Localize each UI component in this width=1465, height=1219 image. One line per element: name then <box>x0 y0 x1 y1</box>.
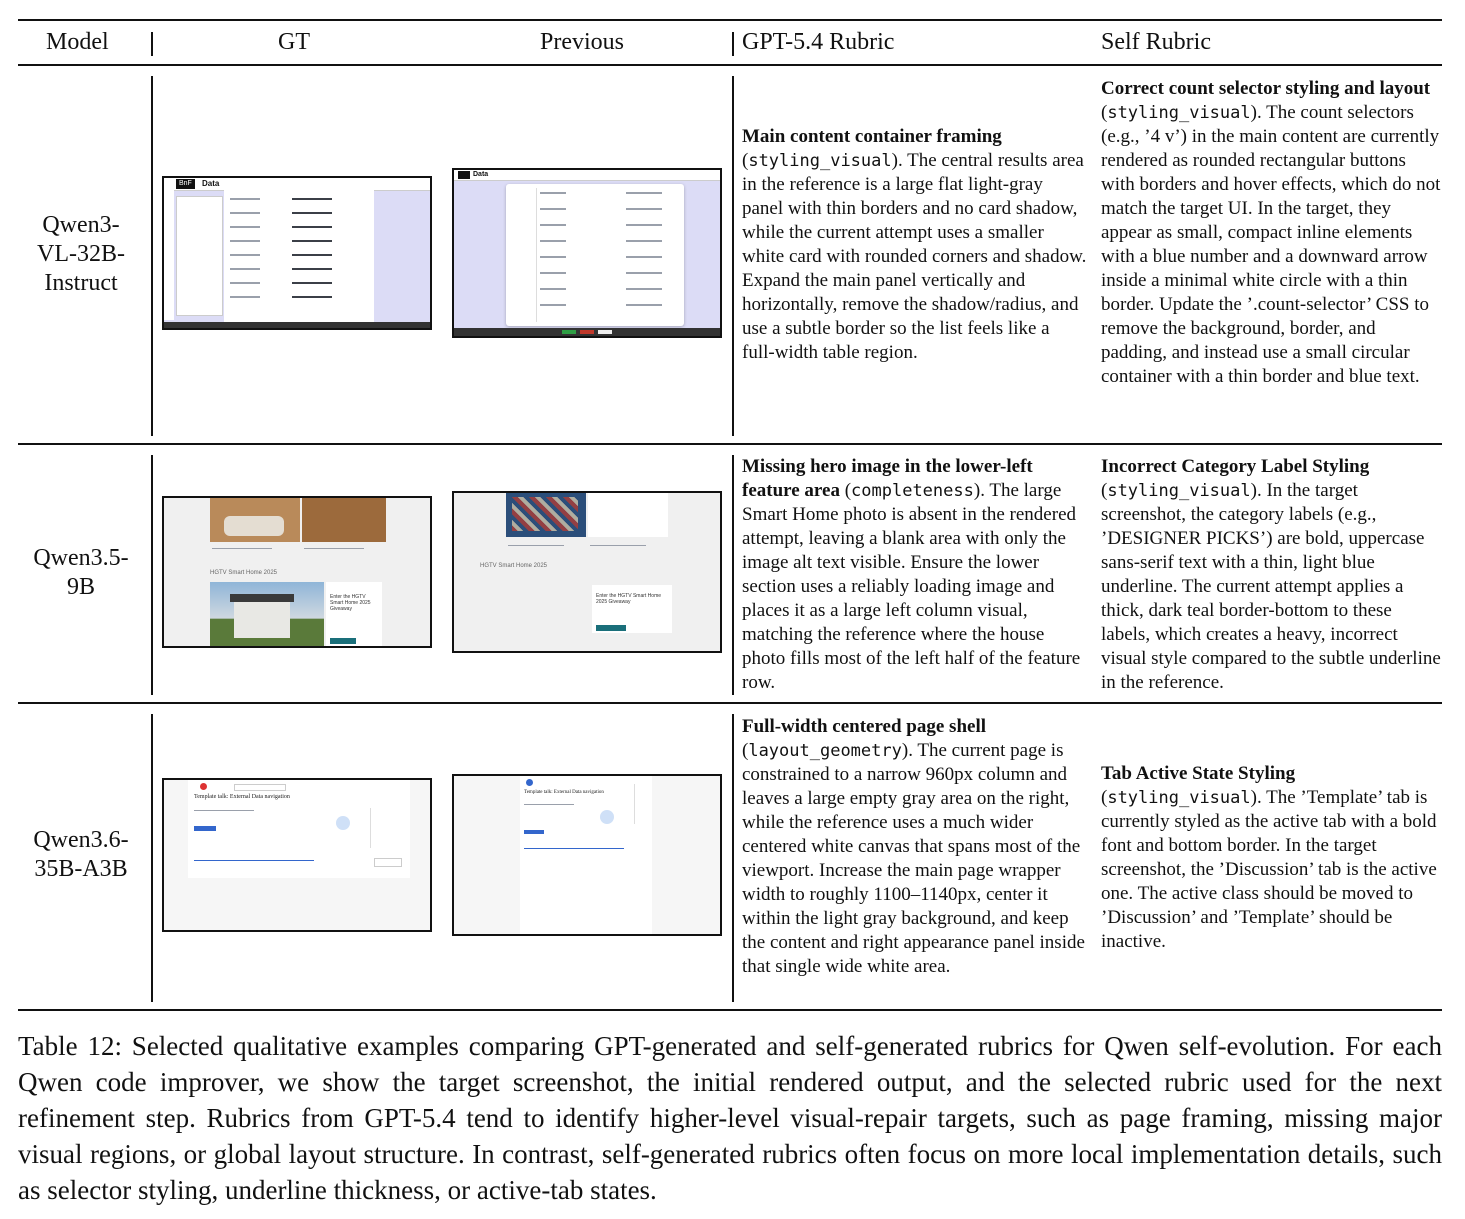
table-top-rule <box>18 19 1442 21</box>
section-heading: HGTV Smart Home 2025 <box>210 570 278 576</box>
section-heading: HGTV Smart Home 2025 <box>480 563 548 569</box>
site-title: Data <box>473 171 489 178</box>
header-previous: Previous <box>540 29 624 55</box>
model-name <box>18 544 144 602</box>
rubric-title: Correct count selector styling and layout <box>1101 78 1431 99</box>
model-name <box>18 211 144 298</box>
rubric-body: . The current page is constrained to a narrow 960px column and leaves a large empty gray area on the right, while the reference uses a much wider centered white canvas that spans most of the viewport. Increase the main page wrapper width to roughly 1100–1140px, center it within the light gray background, and keep the content and right appearance panel inside that single wide white area. <box>742 740 1085 977</box>
model-name-line: Qwen3- <box>42 212 120 238</box>
table-caption: Table 12: Selected qualitative examples comparing GPT-generated and self-generated rubrics for Qwen self-evolution. For each Qwen code improver, we show the target screenshot, the initial rendered output, and the selected rubric used for the next refinement step. Rubrics from GPT-5.4 tend to identify higher-level visual-repair targets, such as page framing, missing major visual regions, or global layout structure. In contrast, self-generated rubrics often focus on more local implementation details, such as selector styling, underline thickness, or active-tab states. <box>18 1031 1442 1205</box>
row-separator <box>18 702 1442 704</box>
model-name-line: VL-32B- <box>37 241 125 267</box>
site-title: Data <box>202 179 220 188</box>
model-name <box>18 826 144 884</box>
gpt-rubric-text: Main content container framing (styling_visual). The central results area in the reference is a large flat light-gray panel with thin borders and no card shadow, while the current attempt uses a smaller white card with rounded corners and shadow. Expand the main panel vertically and horizontally, remove the shadow/radius, and use a subtle border so the list feels like a full-width table region. <box>742 126 1087 363</box>
rubric-tag: completeness <box>851 481 974 501</box>
rubric-tag: styling_visual <box>1107 103 1251 123</box>
gt-screenshot <box>162 778 432 932</box>
header-gpt-rubric: GPT-5.4 Rubric <box>742 29 895 55</box>
table-bottom-rule <box>18 1009 1442 1011</box>
promo-title: Enter the HGTV Smart Home 2025 Giveaway <box>330 594 371 612</box>
column-separator <box>151 455 153 695</box>
row-separator <box>18 443 1442 445</box>
column-separator <box>151 32 153 56</box>
rubric-tag: layout_geometry <box>748 741 902 761</box>
table-header-rule <box>18 64 1442 66</box>
rubric-title: Incorrect Category Label Styling <box>1101 456 1370 477</box>
gpt-rubric-text: Missing hero image in the lower-left feature area (completeness). The large Smart Home photo is absent in the rendered attempt, leaving a blank area with only the image alt text visible. Ensure the lower section uses a reliably loading image and places it as a large left column visual, matching the reference where the house photo fills most of the left half of the feature row. <box>742 456 1081 693</box>
model-name-line: Qwen3.6- <box>33 827 129 853</box>
rubric-body: . The central results area in the reference is a large flat light-gray panel with thin borders and no card shadow, while the current attempt uses a smaller white card with rounded corners and shadow. Expand the main panel vertically and horizontally, remove the shadow/radius, and use a subtle border so the list feels like a full-width table region. <box>742 150 1087 363</box>
gpt-rubric-text: Full-width centered page shell (layout_geometry). The current page is constrained to a narrow 960px column and leaves a large empty gray area on the right, while the reference uses a much wider centered white canvas that spans most of the viewport. Increase the main page wrapper width to roughly 1100–1140px, center it within the light gray background, and keep the content and right appearance panel inside that single wide white area. <box>742 716 1085 977</box>
header-self-rubric: Self Rubric <box>1101 29 1211 55</box>
header-gt: GT <box>278 29 310 55</box>
rubric-title: Full-width centered page shell <box>742 716 987 737</box>
rubric-title: Missing hero image in the lower-left feature area <box>742 456 1033 501</box>
gt-screenshot <box>162 496 432 648</box>
page-title: Template talk: External Data navigation <box>194 794 290 800</box>
previous-screenshot <box>452 168 722 338</box>
bnf-logo: BnF <box>176 179 195 189</box>
self-rubric-text: Incorrect Category Label Styling (styling_visual). In the target screenshot, the category labels (e.g., ’DESIGNER PICKS’) are bold, uppercase sans-serif text with a thin, light blue underline. The current attempt applies a thick, dark teal border-bottom to these labels, which creates a heavy, incorrect visual style compared to the subtle underline in the reference. <box>1101 456 1441 693</box>
rubric-body: . In the target screenshot, the category labels (e.g., ’DESIGNER PICKS’) are bold, uppercase sans-serif text with a thin, light blue underline. The current attempt applies a thick, dark teal border-bottom to these labels, which creates a heavy, incorrect visual style compared to the subtle underline in the reference. <box>1101 480 1441 693</box>
header-model: Model <box>46 29 109 55</box>
column-separator <box>151 76 153 436</box>
wiki-logo <box>526 779 533 786</box>
rubric-body: . The ’Template’ tab is currently styled as the active tab with a bold font and bottom border. In the target screenshot, the ’Discussion’ tab is the active one. The active class should be moved to ’Discussion’ and ’Template’ should be inactive. <box>1101 787 1437 952</box>
model-name-line: 35B-A3B <box>34 856 128 882</box>
self-rubric-text: Correct count selector styling and layout (styling_visual). The count selectors (e.g., ’4 v’) in the main content are currently rendered as rounded rectangular buttons with borders and hover effects, which do not match the target UI. In the target, they appear as small, compact inline elements with a blue number and a downward arrow inside a minimal white circle with a thin border. Update the ’.count-selector’ CSS to remove the background, border, and padding, and instead use a small circular container with a thin border and blue text. <box>1101 78 1441 387</box>
self-rubric-text: Tab Active State Styling (styling_visual). The ’Template’ tab is currently styled as the active tab with a bold font and bottom border. In the target screenshot, the ’Discussion’ tab is the active one. The active class should be moved to ’Discussion’ and ’Template’ should be inactive. <box>1101 763 1437 952</box>
page-title: Template talk: External Data navigation <box>524 790 604 795</box>
rubric-title: Main content container framing <box>742 126 1002 147</box>
promo-title: Enter the HGTV Smart Home 2025 Giveaway <box>596 593 662 605</box>
rubric-body: . The large Smart Home photo is absent in the rendered attempt, leaving a blank area with only the image alt text visible. Ensure the lower section uses a reliably loading image and places it as a large left column visual, matching the reference where the house photo fills most of the left half of the feature row. <box>742 480 1081 693</box>
model-name-line: Qwen3.5- <box>33 545 129 571</box>
rubric-title: Tab Active State Styling <box>1101 763 1296 784</box>
gt-screenshot <box>162 176 432 330</box>
rubric-tag: styling_visual <box>1107 481 1251 501</box>
column-separator <box>732 76 734 436</box>
model-name-line: Instruct <box>44 270 118 296</box>
previous-screenshot <box>452 491 722 653</box>
rubric-tag: styling_visual <box>1107 788 1251 808</box>
column-separator <box>732 32 734 56</box>
column-separator <box>732 714 734 1002</box>
column-separator <box>732 455 734 695</box>
rubric-tag: styling_visual <box>748 151 892 171</box>
previous-screenshot <box>452 774 722 936</box>
column-separator <box>151 714 153 1002</box>
rubric-body: . The count selectors (e.g., ’4 v’) in the main content are currently rendered as rounded rectangular buttons with borders and hover effects, which do not match the target UI. In the target, they appear as small, compact inline elements with a blue number and a downward arrow inside a minimal white circle with a thin border. Update the ’.count-selector’ CSS to remove the background, border, and padding, and instead use a small circular container with a thin border and blue text. <box>1101 102 1441 387</box>
wiki-logo <box>200 783 207 790</box>
model-name-line: 9B <box>66 574 95 600</box>
